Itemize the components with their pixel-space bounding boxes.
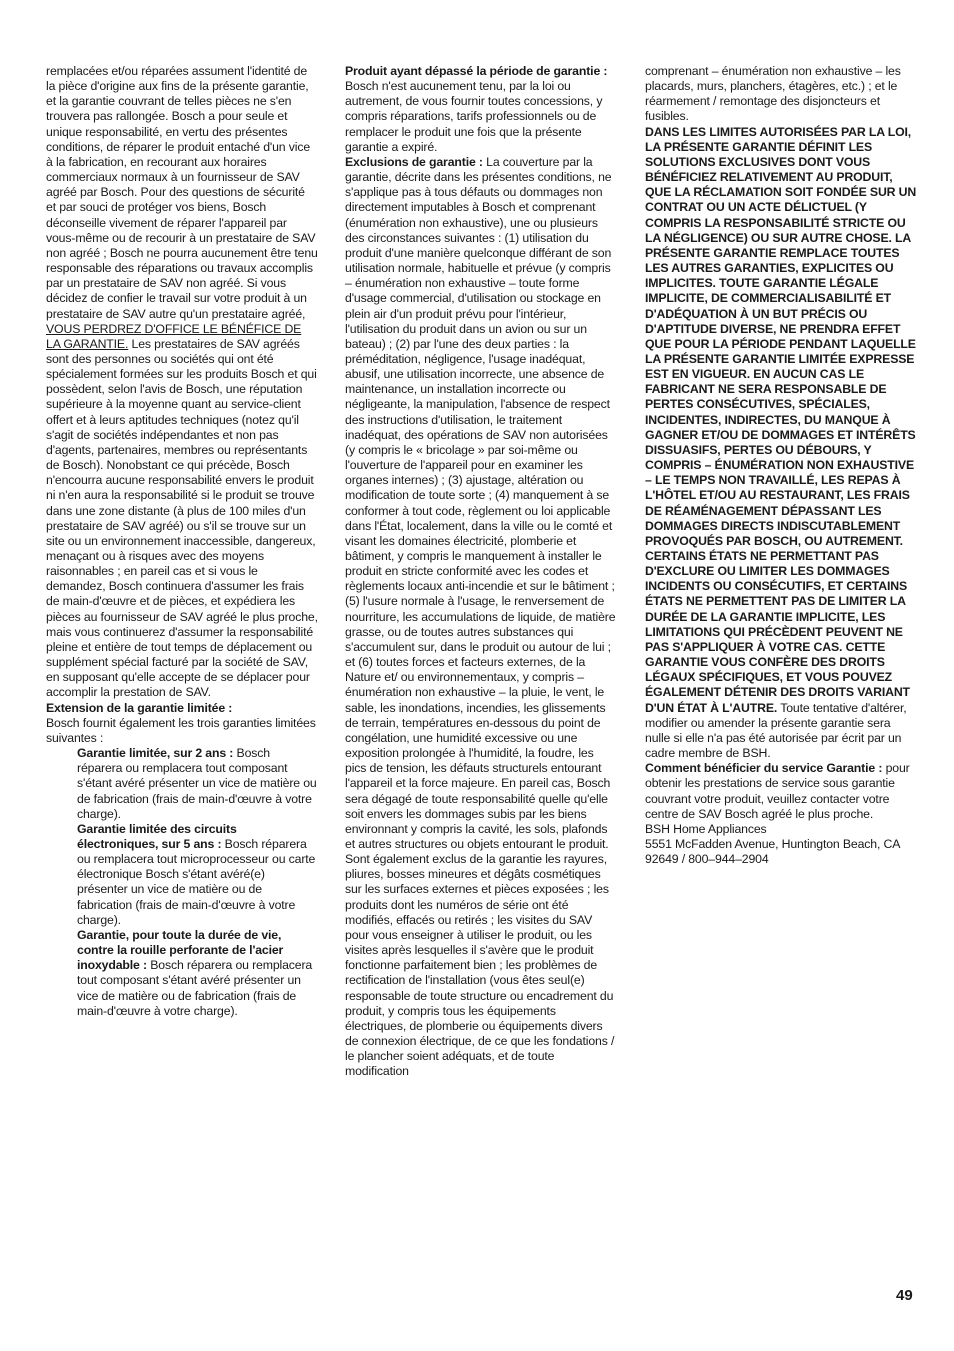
warranty-heading: Garantie limitée des circuits électroniques, sur 5 ans : xyxy=(77,821,237,851)
company-name: BSH Home Appliances xyxy=(645,821,767,836)
warranty-text: Bosch réparera ou remplacera tout composant s'étant avéré présenter un vice de matière ou de fabrication (frais de main-d'œuvre à votre charge). xyxy=(77,746,317,821)
section-heading: Exclusions de garantie : xyxy=(345,154,483,169)
column-left xyxy=(46,64,318,1019)
section-extension xyxy=(46,701,318,716)
company-address: 5551 McFadden Avenue, Huntington Beach, CA 92649 / 800–944–2904 xyxy=(645,836,900,867)
text: Bosch n'est aucunement tenu, par la loi ou autrement, de vous fournir toutes concessions, y compris réparations, tarifs professionnels ou de remplacer le produit une fois que la présente garantie a expiré. xyxy=(345,79,603,154)
text: Les prestataires de SAV agréés sont des personnes ou sociétés qui ont été spécialement formées sur les produits Bosch et qui possèdent, selon l'avis de Bosch, une réputation supérieure à la moyenne quant au service-client offert et à leurs aptitudes techniques (notez qu'il s'agit de sociétés indépendantes et non pas d'agents, partenaires, membres ou représentants de Bosch). Nonobstant ce qui précède, Bosch n'encourra aucune responsabilité envers le produit ni n'en aura la responsabilité si le produit se trouve dans une zone distante (à plus de 100 miles d'un prestataire de SAV agréé) ou s'il se trouve sur un site ou un environnement inaccessible, dangereux, menaçant ou à risques avec des moyens raisonnables ; en pareil cas et si vous le demandez, Bosch continuera d'assumer les frais de main-d'œuvre et de pièces, et expédiera les pièces au fournisseur de SAV agréé le plus proche, mais vous continuerez d'assumer la responsabilité pleine et entière de tout temps de déplacement ou supplément spécial facturé par la société de SAV, en supposant qu'elle accepte de se déplacer pour accomplir la prestation de SAV. xyxy=(46,336,318,700)
section-heading: Comment bénéficier du service Garantie : xyxy=(645,761,883,776)
warranty-text: Bosch réparera ou remplacera tout composant s'étant avéré présenter un vice de matière ou de fabrication (frais de main-d'œuvre à votre charge). xyxy=(77,958,313,1018)
paragraph-service-responsibility xyxy=(46,64,318,701)
warranty-lifetime xyxy=(46,928,318,1019)
warranty-2-years xyxy=(46,746,318,822)
text: pour obtenir les prestations de service sous garantie couvrant votre produit, veuillez contacter votre centre de SAV Bosch agréé le plus proche. xyxy=(645,761,910,821)
paragraph-exclusions-continued: (5) l'usure normale à l'usage, le renversement de nourriture, les accumulations de liquide, de matière grasse, ou de toutes autres substances qui s'accumulent sur, dans le produit ou autour de lui ; et (6) toutes forces et facteurs externes, de la Nature et/ ou environnementaux, y compris – énumération non exhaustive – la pluie, le vent, le sable, les inondations, incendies, les glissements de terrain, températures en-dessous du point de congélation, une humidité excessive ou une exposition prolongée à l'humidité, la foudre, les pics de tension, les défauts structurels entourant l'appareil et la force majeure. En pareil cas, Bosch sera dégagé de toute responsabilité quelle qu'elle soit envers les dommages subis par les biens environnant y compris la cavité, les sols, plafonds et autres structures ou objets entourant le produit. xyxy=(345,594,616,851)
paragraph-continued: comprenant – énumération non exhaustive – les placards, murs, planchers, étagères, etc.) ; et le réarmement / remontage des disjoncteurs et fusibles. xyxy=(645,64,901,124)
paragraph-exclusions xyxy=(345,155,617,595)
paragraph-expired-warranty xyxy=(345,64,617,155)
text: La couverture par la garantie, décrite dans les présentes conditions, ne s'applique pas à tous défauts ou dommages non directement imputables à Bosch et comprenant (énumération non exhaustive), une ou plusieurs des circonstances suivantes : (1) utilisation du produit d'une manière quelconque différant de son utilisation normale, habituelle et prévue (y compris – énumération non exhaustive – toute forme d'usage commercial, d'utilisation ou stockage en plein air d'un produit prévu pour l'intérieur, l'utilisation du produit dans un avion ou sur un bateau) ; (2) par l'une des deux parties : la préméditation, négligence, l'usage inadéquat, abusif, une utilisation incorrecte, une absence de maintenance, un installation incorrecte ou négligeante, la manipulation, l'absence de respect des instructions d'utilisation, le traitement inadéquat, des opérations de SAV non autorisées (y compris le « bricolage » par soi-même ou l'ouverture de l'appareil pour en examiner les organes internes) ; (3) ajustage, altération ou modification de toute sorte ; (4) manquement à se conformer à tout code, règlement ou loi applicable dans l'État, localement, dans la ville ou le comté et visant les domaines électricité, plomberie et bâtiment, y compris le manquement à installer le produit en stricte conformité avec les codes et règlements locaux anti-incendie et sur le bâtiment ; xyxy=(345,154,615,594)
paragraph-cosmetic-exclusions: Sont également exclus de la garantie les rayures, pliures, bosses mineures et dégâts cosmétiques sur les surfaces externes et pièces exposées ; les produits dont les numéros de série ont été modifiés, effacés ou retirés ; les visites du SAV pour vous enseigner à utiliser le produit, ou les visites après lesquelles il s'avère que le produit fonctionne parfaitement bien ; les problèmes de rectification de l'installation (vous êtes seul(e) responsable de toute structure ou encadrement du produit, y compris tous les équipements électriques, de plomberie ou équipements divers de connexion électrique, de ce que les fondations / le plancher soient adéquats, et de toute modification xyxy=(345,852,615,1079)
column-right xyxy=(645,64,917,867)
section-heading: Extension de la garantie limitée : xyxy=(46,700,233,715)
paragraph-extension: Bosch fournit également les trois garanties limitées suivantes : xyxy=(46,715,316,745)
column-middle xyxy=(345,64,617,1079)
warranty-5-years xyxy=(46,822,318,928)
warning-underlined: VOUS PERDREZ D'OFFICE LE BÉNÉFICE DE LA GARANTIE. xyxy=(46,321,302,351)
warranty-heading: Garantie limitée, sur 2 ans : xyxy=(77,746,234,761)
text: remplacées et/ou réparées assument l'identité de la pièce d'origine aux fins de la présente garantie, et la garantie couvrant de telles pièces ne s'en trouvera pas rallongée. Bosch a pour seule et unique responsabilité, en vertu des présentes conditions, de réparer le produit entaché d'un vice à la fabrication, en recourant aux horaires commerciaux normaux à un fournisseur de SAV agréé par Bosch. Pour des questions de sécurité et par souci de protéger vos biens, Bosch déconseille vivement de réparer l'appareil par vous-même ou de recourir à un prestataire de SAV non agréé ; Bosch ne pourra aucunement être tenu responsable des réparations ou travaux accomplis par un prestataire de SAV non agréé. Si vous décidez de confier le travail sur votre produit à un prestataire de SAV autre qu'un prestataire agréé, xyxy=(46,64,318,321)
paragraph-legal-disclaimer xyxy=(645,125,917,762)
section-heading: Produit ayant dépassé la période de garantie : xyxy=(345,64,608,78)
text: Toute tentative d'altérer, modifier ou amender la présente garantie sera nulle si elle n'a pas été autorisée par écrit par un cadre membre de BSH. xyxy=(645,700,907,761)
disclaimer-caps: DANS LES LIMITES AUTORISÉES PAR LA LOI, LA PRÉSENTE GARANTIE DÉFINIT LES SOLUTIONS EXCLUSIVES DONT VOUS BÉNÉFICIEZ RELATIVEMENT AU PRODUIT, QUE LA RÉCLAMATION SOIT FONDÉE SUR UN CONTRAT OU UN ACTE DÉLICTUEL (Y COMPRIS LA RESPONSABILITÉ STRICTE OU LA NÉGLIGENCE) OU SUR AUTRE CHOSE. LA PRÉSENTE GARANTIE REMPLACE TOUTES LES AUTRES GARANTIES, EXPLICITES OU IMPLICITES. TOUTE GARANTIE LÉGALE IMPLICITE, DE COMMERCIALISABILITÉ ET D'ADÉQUATION À UN BUT PRÉCIS OU D'APTITUDE DIVERSE, NE PRENDRA EFFET QUE POUR LA PÉRIODE PENDANT LAQUELLE LA PRÉSENTE GARANTIE LIMITÉE EXPRESSE EST EN VIGUEUR. EN AUCUN CAS LE FABRICANT NE SERA RESPONSABLE DE PERTES CONSÉCUTIVES, SPÉCIALES, INCIDENTES, INDIRECTES, DU MANQUE À GAGNER ET/OU DE DOMMAGES ET INTÉRÊTS DISSUASIFS, PERTES OU DÉBOURS, Y COMPRIS – ÉNUMÉRATION NON EXHAUSTIVE – LE TEMPS NON TRAVAILLÉ, LES REPAS À L'HÔTEL ET/OU AU RESTAURANT, LES FRAIS DE RÉAMÉNAGEMENT DÉPASSANT LES DOMMAGES DIRECTS INDISCUTABLEMENT PROVOQUÉS PAR BOSCH, OU AUTREMENT. CERTAINS ÉTATS NE PERMETTANT PAS D'EXCLURE OU LIMITER LES DOMMAGES INCIDENTS OU CONSÉCUTIFS, ET CERTAINS ÉTATS NE PERMETTENT PAS DE LIMITER LA DURÉE DE LA GARANTIE IMPLICITE, LES LIMITATIONS QUI PRÉCÈDENT PEUVENT NE PAS S'APPLIQUER À VOTRE CAS. CETTE GARANTIE VOUS CONFÈRE DES DROITS LÉGAUX SPÉCIFIQUES, ET VOUS POUVEZ ÉGALEMENT DÉTENIR DES DROITS VARIANT D'UN ÉTAT À L'AUTRE. xyxy=(645,124,917,715)
warranty-heading: Garantie, pour toute la durée de vie, contre la rouille perforante de l'acier inoxydable : xyxy=(77,927,284,973)
page-number: 49 xyxy=(896,1287,913,1304)
paragraph-how-to-obtain xyxy=(645,761,917,822)
warranty-text: Bosch réparera ou remplacera tout microprocesseur ou carte électronique Bosch s'étant avéré(e) présenter un vice de matière ou de fabrication (frais de main-d'œuvre à votre charge). xyxy=(77,836,316,927)
